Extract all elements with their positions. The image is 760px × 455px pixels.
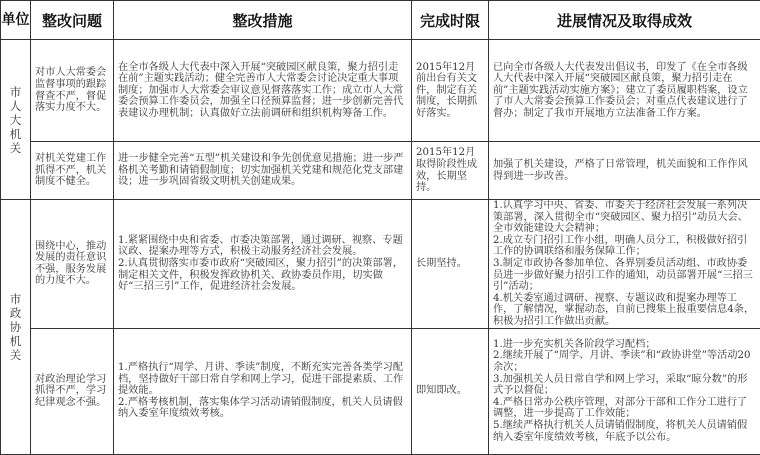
deadline-cell: 即知即改。 bbox=[412, 328, 489, 454]
measures-cell: 1.严格执行“周学、月讲、季读”制度，不断充实完善各类学习配档，坚持做好干部日常自学和网上学习，促进干部提素质、工作提效能。 2.严格考核机制，落实集体学习活动请销假制度，机关人员请假纳入委室年度绩效考核。 bbox=[114, 328, 412, 454]
header-deadline: 完成时限 bbox=[412, 1, 489, 40]
problem-cell: 对政治理论学习抓得不严，学习纪律观念不强。 bbox=[31, 328, 114, 454]
measures-cell: 在全市各级人大代表中深入开展“突破园区献良策，聚力招引走在前”主题实践活动；健全完善市人大常委会讨论决定重大事项制度；加强市人大常委会审议意见督落落实工作；成立市人大常委会预算工作委员会，加强全口径预算监督；进一步创新完善代表建议办理机制；认真做好立法前调研和组织机构筹备工作。 bbox=[114, 40, 412, 142]
progress-cell: 1.进一步充实机关各阶段学习配档； 2.继续开展了“周学、月讲、季读”和“政协讲堂”等活动20余次； 3.加强机关人员日常自学和网上学习，采取“晾分数”的形式予以督促； 4.严格日常办公秩序管理，对部分干部和工作分工进行了调整，进一步提高了工作效能； 5.继续严格执行机关人员请销假制度，将机关人员请销假纳入委室年度绩效考核，年底予以公布。 bbox=[489, 328, 760, 454]
deadline-cell: 2015年12月取得阶段性成效，长期坚持。 bbox=[412, 142, 489, 200]
table-row bbox=[1, 40, 760, 142]
unit-cell-npc: 市人大机关 bbox=[1, 40, 31, 200]
measures-cell: 1.紧紧围绕中央和省委、市委决策部署，通过调研、视察、专题议政、提案办理等方式，积极主动服务经济社会发展。 2.认真贯彻落实市委市政府“突破园区，聚力招引”的决策部署，制定相关文件，积极发挥政协机关、政协委员作用，切实做好“三招三引”工作，促进经济社会发展。 bbox=[114, 200, 412, 329]
problem-cell: 对机关党建工作抓得不严，机关制度不健全。 bbox=[31, 142, 114, 200]
progress-cell: 加强了机关建设，严格了日常管理，机关面貌和工作作风得到进一步改善。 bbox=[489, 142, 760, 200]
deadline-cell: 长期坚持。 bbox=[412, 200, 489, 329]
header-problem: 整改问题 bbox=[31, 1, 114, 40]
header-row bbox=[1, 1, 760, 40]
table-row bbox=[1, 328, 760, 454]
header-unit: 单位 bbox=[1, 1, 31, 40]
deadline-cell: 2015年12月前出台有关文件，制定有关制度，长期抓好落实。 bbox=[412, 40, 489, 142]
table-row bbox=[1, 200, 760, 329]
problem-cell: 围绕中心，推动发展的责任意识不强，服务发展的力度不大。 bbox=[31, 200, 114, 329]
header-progress: 进展情况及取得成效 bbox=[489, 1, 760, 40]
progress-cell: 已向全市各级人大代表发出倡议书，印发了《在全市各级人大代表中深入开展“突破园区献良策，聚力招引走在前”主题实践活动实施方案》；建立了委员履职档案，设立了市人大常委会预算工作委员会；对重点代表建议进行了督办；制定了我市开展地方立法准备工作方案。 bbox=[489, 40, 760, 142]
unit-cell-cppcc: 市政协机关 bbox=[1, 200, 31, 455]
header-measures: 整改措施 bbox=[114, 1, 412, 40]
measures-cell: 进一步健全完善“五型”机关建设和争先创优意见措施；进一步严格机关考勤和请销假制度；切实加强机关党建和规范化党支部建设；进一步巩固省级文明机关创建成果。 bbox=[114, 142, 412, 200]
table-row bbox=[1, 142, 760, 200]
problem-cell: 对市人大常委会监督事项的跟踪督查不严，督促落实力度不大。 bbox=[31, 40, 114, 142]
progress-cell: 1.认真学习中央、省委、市委关于经济社会发展一系列决策部署，深入贯彻全市“突破园区、聚力招引”动员大会、全市效能建设大会精神； 2.成立专门招引工作小组，明确人员分工，积极做好招引工作的协调联络和服务保障工作； 3.制定市政协各参加单位、各界别委员活动组、市政协委员进一步做好聚力招引工作的通知，动员部署开展“三招三引”活动； 4.机关委室通过调研、视察、专题议政和提案办理等工作，了解情况，掌握动态，自前已搜集上报重要信息4条，积极为招引工作做出贡献。 bbox=[489, 200, 760, 329]
